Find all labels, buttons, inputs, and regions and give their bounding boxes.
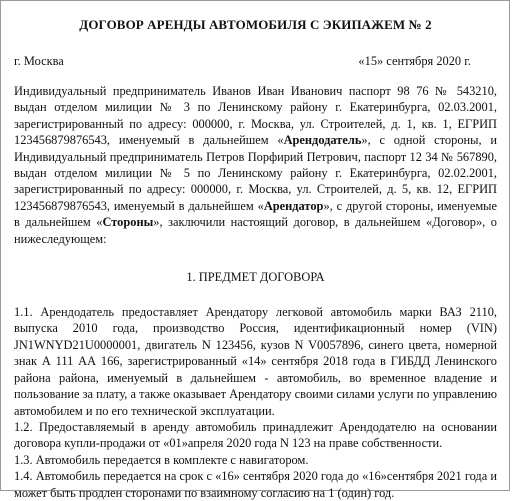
parties-text-2: », с одной стороны, и Индивидуальный предприниматель Петров Порфирий Петрович, паспорт 12 34 № 567890, выдан отделом милиции № 5 по Ленинскому району г. Екатеринбурга, 02.02.2001, зарегистрированный по адресу: 000000, г. Москва, ул. Строителей, д. 5, кв. 12, ЕГРИП 123456879876543, именуемый в дальнейшем « bbox=[14, 133, 497, 213]
document-date: «15» сентября 2020 г. bbox=[358, 54, 471, 68]
clause-1-2: 1.2. Предоставляемый в аренду автомобиль принадлежит Арендодателю на основании договора купли-продажи от «01»апреля 2020 года N 123 на праве собственности. bbox=[14, 419, 497, 451]
party-role-lessee: Арендатор bbox=[263, 198, 324, 213]
party-role-lessor: Арендодатель bbox=[283, 133, 362, 148]
parties-paragraph bbox=[14, 83, 497, 247]
party-role-sides: Стороны bbox=[102, 215, 154, 230]
document-title: ДОГОВОР АРЕНДЫ АВТОМОБИЛЯ С ЭКИПАЖЕМ № 2 bbox=[79, 17, 432, 32]
parties-text-3: », с другой стороны, именуемые в дальнейшем « bbox=[14, 198, 497, 230]
clause-1-4: 1.4. Автомобиль передается на срок с «16» сентября 2020 года до «16»сентября 2021 года и может быть продлен сторонами по взаимному согласию на 1 (один) год. bbox=[14, 469, 497, 500]
document-header-row bbox=[14, 54, 497, 69]
clause-1-1: 1.1. Арендодатель предоставляет Арендатору легковой автомобиль марки ВАЗ 2110, выпуска 2010 года, производство Россия, идентификационный номер (VIN) JN1WNYD21U0000001, двигатель N 123456, кузов N V0057896, синего цвета, номерной знак А 111 АА 166, зарегистрированный «14» сентября 2018 года в ГИБДД Ленинского района района, именуемый в дальнейшем - автомобиль, во временное владение и пользование за плату, а также оказывает Арендатору своими силами услуги по управлению автомобилем и по его технической эксплуатации. bbox=[14, 305, 497, 418]
document-city: г. Москва bbox=[14, 54, 64, 68]
parties-text-4: », заключили настоящий договор, в дальнейшем «Договор», о нижеследующем: bbox=[14, 215, 497, 246]
parties-text-1: Индивидуальный предприниматель Иванов Иван Иванович паспорт 98 76 № 543210, выдан отделом милиции № 3 по Ленинскому району г. Екатеринбурга, 02.03.2001, зарегистрированный по адресу: 000000, г. Москва, ул. Строителей, д. 1, кв. 1, ЕГРИП 123456879876543, именуемый в дальнейшем « bbox=[14, 84, 497, 148]
section-title: 1. ПРЕДМЕТ ДОГОВОРА bbox=[186, 270, 325, 285]
clause-1-3: 1.3. Автомобиль передается в комплекте с навигатором. bbox=[14, 452, 309, 467]
